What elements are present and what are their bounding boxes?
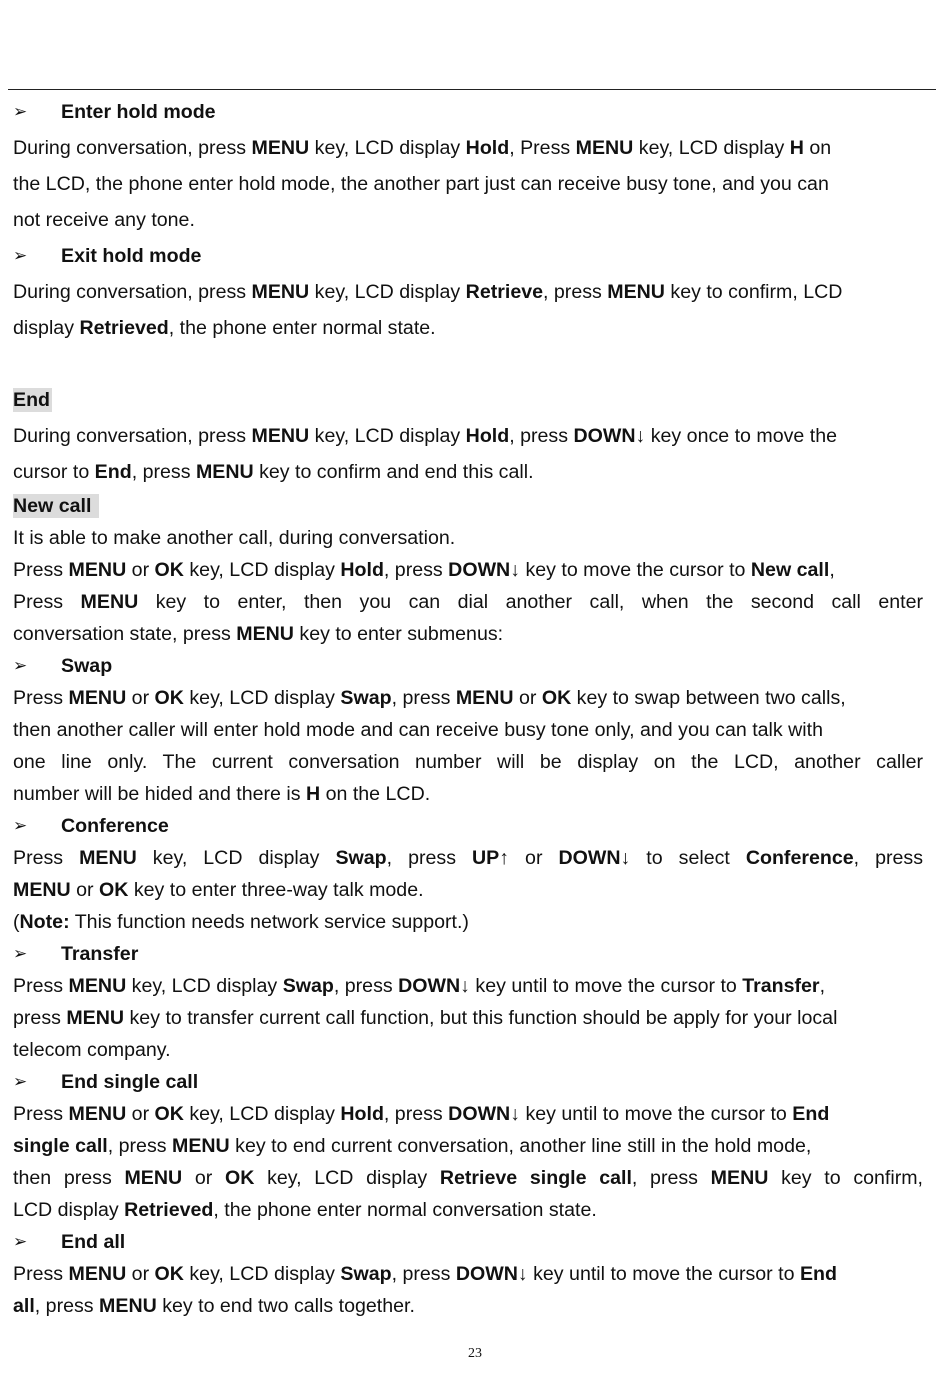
paragraph-line: Press MENU or OK key, LCD display Swap, press DOWN↓ key until to move the cursor to End [13, 1263, 837, 1285]
paragraph-line: conversation state, press MENU key to enter submenus: [13, 623, 504, 645]
paragraph-line: Press MENU or OK key, LCD display Swap, press MENU or OK key to swap between two calls, [13, 687, 846, 709]
paragraph-line: During conversation, press MENU key, LCD display Retrieve, press MENU key to confirm, LCD [13, 281, 843, 303]
section-title: Exit hold mode [61, 245, 202, 267]
section-end-all [13, 1226, 923, 1258]
paragraph-line: telecom company. [13, 1039, 171, 1061]
note-line: (Note: This function needs network service support.) [13, 911, 469, 933]
section-enter-hold-mode [13, 96, 923, 128]
paragraph-line: Press MENU key, LCD display Swap, press UP↑ or DOWN↓ to select Conference, press [13, 847, 923, 869]
paragraph-line: number will be hided and there is H on the LCD. [13, 783, 431, 805]
section-title: End single call [61, 1071, 199, 1093]
paragraph-line: Press MENU key, LCD display Swap, press DOWN↓ key until to move the cursor to Transfer, [13, 975, 826, 997]
document-body [13, 96, 923, 1322]
section-title: End all [61, 1231, 126, 1253]
bullet-arrow-icon: ➢ [13, 656, 28, 676]
paragraph-line: display Retrieved, the phone enter normal state. [13, 317, 436, 339]
paragraph-line: press MENU key to transfer current call function, but this function should be apply for your local [13, 1007, 838, 1029]
paragraph-line: not receive any tone. [13, 209, 195, 231]
page-number: 23 [468, 1346, 482, 1361]
paragraph-line: MENU or OK key to enter three-way talk mode. [13, 879, 424, 901]
paragraph-line: the LCD, the phone enter hold mode, the another part just can receive busy tone, and you can [13, 173, 829, 195]
section-conference [13, 810, 923, 842]
section-title: Enter hold mode [61, 101, 216, 123]
paragraph-line: During conversation, press MENU key, LCD display Hold, press DOWN↓ key once to move the [13, 425, 837, 447]
bullet-arrow-icon: ➢ [13, 1072, 28, 1092]
section-swap [13, 650, 923, 682]
bullet-arrow-icon: ➢ [13, 816, 28, 836]
paragraph-line: LCD display Retrieved, the phone enter normal conversation state. [13, 1199, 597, 1221]
paragraph-line: Press MENU or OK key, LCD display Hold, press DOWN↓ key to move the cursor to New call, [13, 559, 835, 581]
bullet-arrow-icon: ➢ [13, 246, 28, 266]
paragraph-line: Press MENU or OK key, LCD display Hold, press DOWN↓ key until to move the cursor to End [13, 1103, 830, 1125]
end-heading-row [13, 384, 923, 416]
section-end-single-call [13, 1066, 923, 1098]
paragraph-line: then press MENU or OK key, LCD display Retrieve single call, press MENU key to confirm, [13, 1167, 923, 1189]
section-transfer [13, 938, 923, 970]
section-exit-hold-mode [13, 240, 923, 272]
header-rule [8, 89, 936, 90]
end-heading: End [13, 389, 51, 411]
bullet-arrow-icon: ➢ [13, 102, 28, 122]
paragraph-line: It is able to make another call, during conversation. [13, 527, 456, 549]
paragraph-line: Press MENU key to enter, then you can dial another call, when the second call enter [13, 591, 923, 613]
paragraph-line: cursor to End, press MENU key to confirm and end this call. [13, 461, 534, 483]
bullet-arrow-icon: ➢ [13, 1232, 28, 1252]
paragraph-line: single call, press MENU key to end current conversation, another line still in the hold mode, [13, 1135, 812, 1157]
paragraph-line: During conversation, press MENU key, LCD display Hold, Press MENU key, LCD display H on [13, 137, 832, 159]
paragraph-line: all, press MENU key to end two calls together. [13, 1295, 415, 1317]
paragraph-line: then another caller will enter hold mode and can receive busy tone only, and you can talk with [13, 719, 823, 741]
new-call-heading: New call [13, 494, 99, 518]
section-title: Transfer [61, 943, 139, 965]
paragraph-line: one line only. The current conversation number will be display on the LCD, another caller [13, 751, 923, 773]
bullet-arrow-icon: ➢ [13, 944, 28, 964]
section-title: Conference [61, 815, 169, 837]
new-call-heading-row [13, 490, 923, 522]
section-title: Swap [61, 655, 113, 677]
